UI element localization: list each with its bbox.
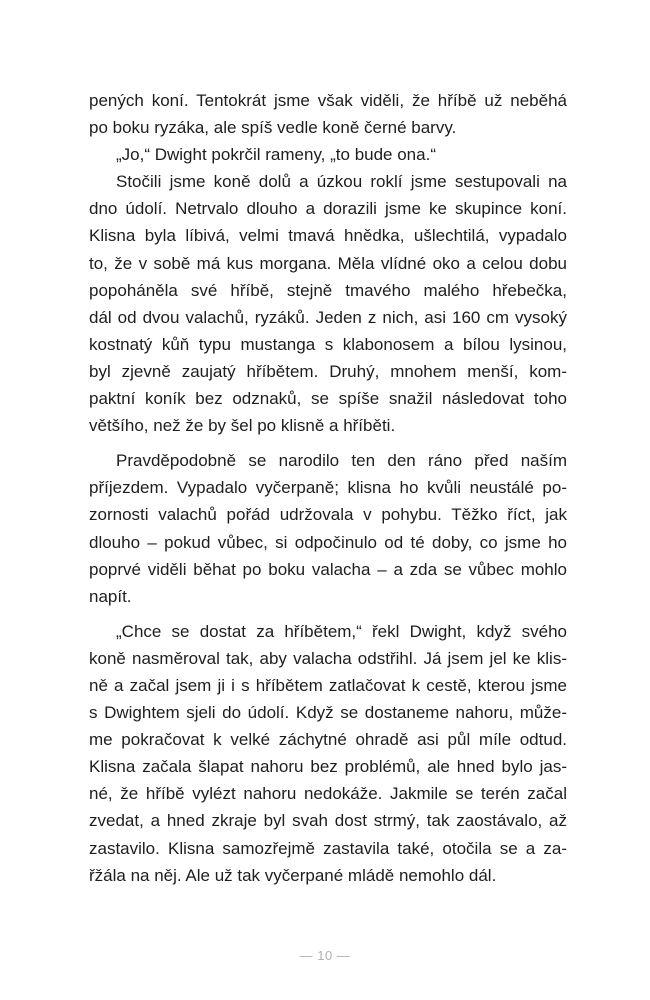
text-line: dál od dvou valachů, ryzáků. Jeden z nich, asi 160 cm vysoký [89, 307, 567, 327]
text-line: koně nasměroval tak, aby valacha odstřihl. Já jsem jel ke klis- [89, 648, 567, 668]
body-text [89, 87, 567, 889]
paragraph-dialogue: „Jo,“ Dwight pokrčil rameny, „to bude ona.“ [116, 145, 436, 165]
text-line: řžála na něj. Ale už tak vyčerpané mládě nemohlo dál. [89, 865, 497, 885]
text-line: popoháněla své hříbě, stejně tmavého malého hřebečka, [89, 280, 567, 300]
text-line: zornosti valachů pořád udržovala v pohybu. Těžko říct, jak [89, 505, 567, 525]
text-line: dlouho – pokud vůbec, si odpočinulo od té doby, co jsme ho [89, 532, 567, 552]
text-line: paktní koník bez odznaků, se spíše snažil následovat toho [89, 389, 567, 409]
text-line: dno údolí. Netrvalo dlouho a dorazili jsme ke skupince koní. [89, 199, 567, 219]
text-line: s Dwightem sjeli do údolí. Když se dostaneme nahoru, může- [89, 703, 567, 723]
text-line: po boku ryzáka, ale spíš vedle koně černé barvy. [89, 118, 457, 138]
text-line: né, že hříbě vylézt nahoru nedokáže. Jakmile se terén začal [89, 784, 567, 804]
page-number: — 10 — [299, 948, 351, 963]
text-line: Klisna začala šlapat nahoru bez problémů, ale hned bylo jas- [89, 757, 567, 777]
text-line: me pokračovat k velké záchytné ohradě asi půl míle odtud. [89, 730, 567, 750]
text-line: většího, než že by šel po klisně a hříběti. [89, 416, 396, 436]
text-line: napít. [89, 586, 132, 606]
text-line: Klisna byla líbivá, velmi tmavá hnědka, ušlechtilá, vypadalo [89, 226, 567, 246]
text-line: Stočili jsme koně dolů a úzkou roklí jsme sestupovali na [116, 172, 567, 192]
text-line: kostnatý kůň typu mustanga s klabonosem a bílou lysinou, [89, 334, 567, 354]
text-line: Pravděpodobně se narodilo ten den ráno před naším [116, 451, 567, 471]
text-line: „Chce se dostat za hříbětem,“ řekl Dwight, když svého [116, 621, 567, 641]
text-line: příjezdem. Vypadalo vyčerpaně; klisna ho kvůli neustálé po- [89, 478, 567, 498]
text-line: zvedat, a hned zkraje byl svah dost strmý, tak zaostávalo, až [89, 811, 567, 831]
text-line: to, že v sobě má kus morgana. Měla vlídné oko a celou dobu [89, 253, 567, 273]
text-line: pených koní. Tentokrát jsme však viděli, že hříbě už neběhá [89, 91, 567, 110]
text-line: ně a začal jsem ji i s hříbětem zatlačovat k cestě, kterou jsme [89, 675, 567, 695]
text-line: zastavilo. Klisna samozřejmě zastavila také, otočila se a za- [89, 838, 567, 858]
text-line: byl zjevně zaujatý hříbětem. Druhý, mnohem menší, kom- [89, 361, 567, 381]
text-line: poprvé viděli běhat po boku valacha – a zda se vůbec mohlo [89, 559, 567, 579]
